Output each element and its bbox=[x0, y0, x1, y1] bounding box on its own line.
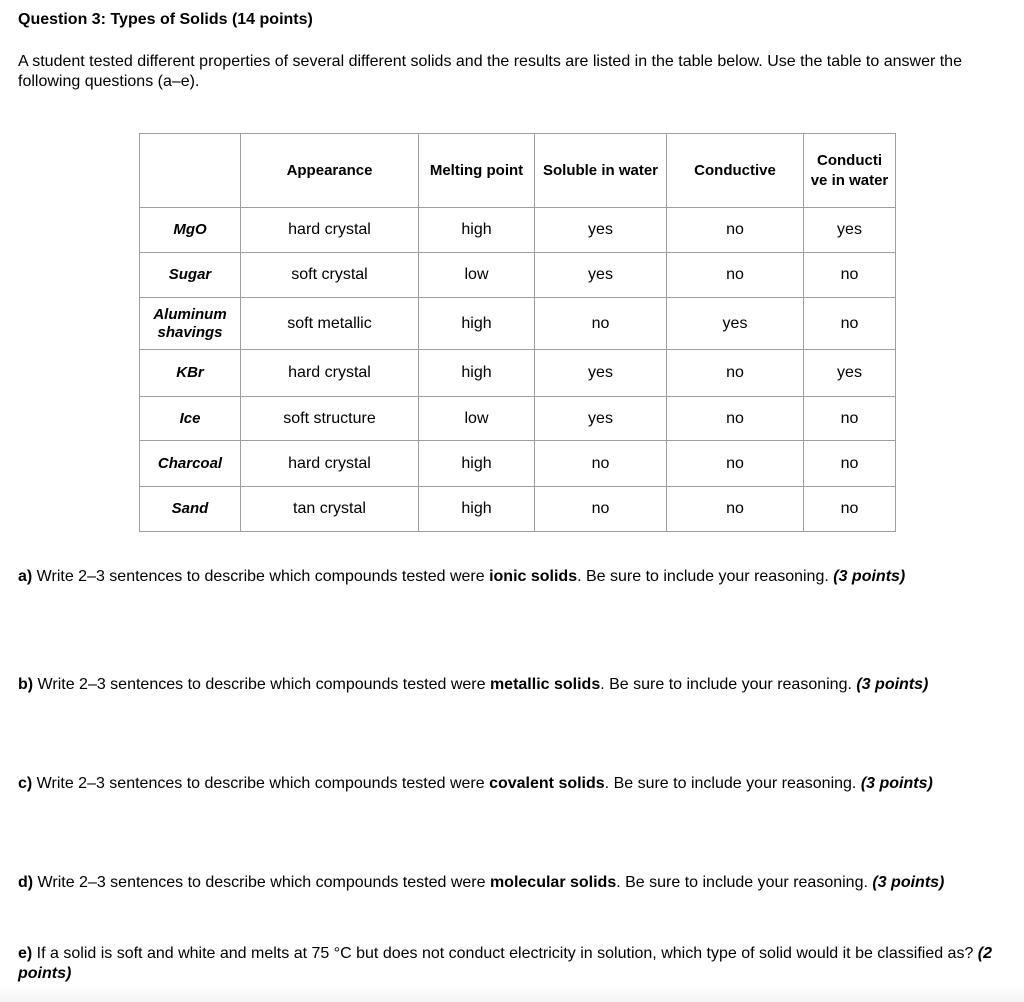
question-text: Write 2–3 sentences to describe which compounds tested were bbox=[33, 874, 490, 891]
cell-conductive-in-water: yes bbox=[804, 208, 896, 253]
question-label: d) bbox=[18, 874, 34, 891]
cell-appearance: soft structure bbox=[241, 397, 419, 441]
cell-conductive: no bbox=[667, 397, 804, 441]
cell-melting-point: high bbox=[419, 350, 535, 397]
cell-conductive: no bbox=[667, 441, 804, 487]
cell-melting-point: high bbox=[419, 208, 535, 253]
question-d bbox=[18, 873, 978, 893]
cell-appearance: hard crystal bbox=[241, 208, 419, 253]
question-term: metallic solids bbox=[489, 676, 601, 693]
question-points: (3 points) bbox=[833, 568, 906, 585]
question-text-end: . Be sure to include your reasoning. bbox=[604, 775, 861, 792]
row-solid-name: Sugar bbox=[140, 253, 241, 298]
question-points: (3 points) bbox=[872, 874, 945, 891]
row-solid-name: KBr bbox=[140, 350, 241, 397]
header-soluble-in-water: Soluble in water bbox=[535, 134, 667, 208]
cell-melting-point: high bbox=[419, 441, 535, 487]
question-term: molecular solids bbox=[489, 874, 617, 891]
cell-melting-point: high bbox=[419, 298, 535, 350]
cell-soluble: yes bbox=[535, 208, 667, 253]
cell-soluble: yes bbox=[535, 253, 667, 298]
table-row bbox=[140, 487, 896, 532]
cell-conductive-in-water: no bbox=[804, 253, 896, 298]
header-conductive: Conductive bbox=[667, 134, 804, 208]
question-text: If a solid is soft and white and melts at 75 °C but does not conduct electricity in solution, which type of solid would it be classified as? bbox=[32, 945, 978, 962]
question-b bbox=[18, 675, 993, 695]
question-a bbox=[18, 567, 993, 587]
question-text-end: . Be sure to include your reasoning. bbox=[600, 676, 857, 693]
cell-conductive-in-water: no bbox=[804, 441, 896, 487]
question-text-end: . Be sure to include your reasoning. bbox=[577, 568, 834, 585]
cell-appearance: hard crystal bbox=[241, 441, 419, 487]
cell-conductive: no bbox=[667, 208, 804, 253]
cell-conductive-in-water: no bbox=[804, 487, 896, 532]
row-solid-name: MgO bbox=[140, 208, 241, 253]
table-row bbox=[140, 350, 896, 397]
cell-conductive-in-water: no bbox=[804, 397, 896, 441]
row-solid-name: Charcoal bbox=[140, 441, 241, 487]
cell-conductive: yes bbox=[667, 298, 804, 350]
header-melting-point: Melting point bbox=[419, 134, 535, 208]
cell-melting-point: low bbox=[419, 397, 535, 441]
cell-soluble: no bbox=[535, 298, 667, 350]
question-text-end: . Be sure to include your reasoning. bbox=[616, 874, 873, 891]
cell-conductive-in-water: yes bbox=[804, 350, 896, 397]
question-label: c) bbox=[18, 775, 33, 792]
cell-appearance: soft crystal bbox=[241, 253, 419, 298]
row-solid-name: Sand bbox=[140, 487, 241, 532]
table-row bbox=[140, 441, 896, 487]
header-conductive-in-water: Conducti ve in water bbox=[804, 134, 896, 208]
cell-conductive: no bbox=[667, 253, 804, 298]
question-label: e) bbox=[18, 945, 33, 962]
question-points: (3 points) bbox=[856, 676, 929, 693]
question-intro: A student tested different properties of several different solids and the results are listed in the table below. Use the table to answer the following questions (a–e). bbox=[18, 53, 962, 90]
header-appearance: Appearance bbox=[241, 134, 419, 208]
table-row bbox=[140, 208, 896, 253]
question-label: b) bbox=[18, 676, 34, 693]
table-row bbox=[140, 397, 896, 441]
cell-soluble: no bbox=[535, 441, 667, 487]
solids-properties-table bbox=[139, 133, 896, 532]
question-points: (3 points) bbox=[860, 775, 933, 792]
cell-conductive: no bbox=[667, 350, 804, 397]
question-text: Write 2–3 sentences to describe which compounds tested were bbox=[33, 676, 490, 693]
cell-soluble: no bbox=[535, 487, 667, 532]
cell-appearance: soft metallic bbox=[241, 298, 419, 350]
question-term: ionic solids bbox=[489, 568, 578, 585]
table-row bbox=[140, 253, 896, 298]
table-row bbox=[140, 298, 896, 350]
question-label: a) bbox=[18, 568, 33, 585]
row-solid-name: Ice bbox=[140, 397, 241, 441]
question-text: Write 2–3 sentences to describe which compounds tested were bbox=[32, 775, 490, 792]
cell-melting-point: high bbox=[419, 487, 535, 532]
question-text: Write 2–3 sentences to describe which compounds tested were bbox=[32, 568, 490, 585]
header-cell-empty bbox=[140, 134, 241, 208]
question-points: (2 points) bbox=[18, 945, 993, 982]
cell-conductive-in-water: no bbox=[804, 298, 896, 350]
question-term: covalent solids bbox=[489, 775, 605, 792]
cell-appearance: tan crystal bbox=[241, 487, 419, 532]
question-title: Question 3: Types of Solids (14 points) bbox=[18, 11, 313, 28]
page-bottom-edge bbox=[0, 986, 1024, 1002]
cell-conductive: no bbox=[667, 487, 804, 532]
question-e bbox=[18, 944, 993, 984]
row-solid-name: Aluminum shavings bbox=[140, 298, 241, 350]
cell-appearance: hard crystal bbox=[241, 350, 419, 397]
question-c bbox=[18, 774, 993, 794]
cell-soluble: yes bbox=[535, 350, 667, 397]
table-header-row bbox=[140, 134, 896, 208]
cell-soluble: yes bbox=[535, 397, 667, 441]
cell-melting-point: low bbox=[419, 253, 535, 298]
